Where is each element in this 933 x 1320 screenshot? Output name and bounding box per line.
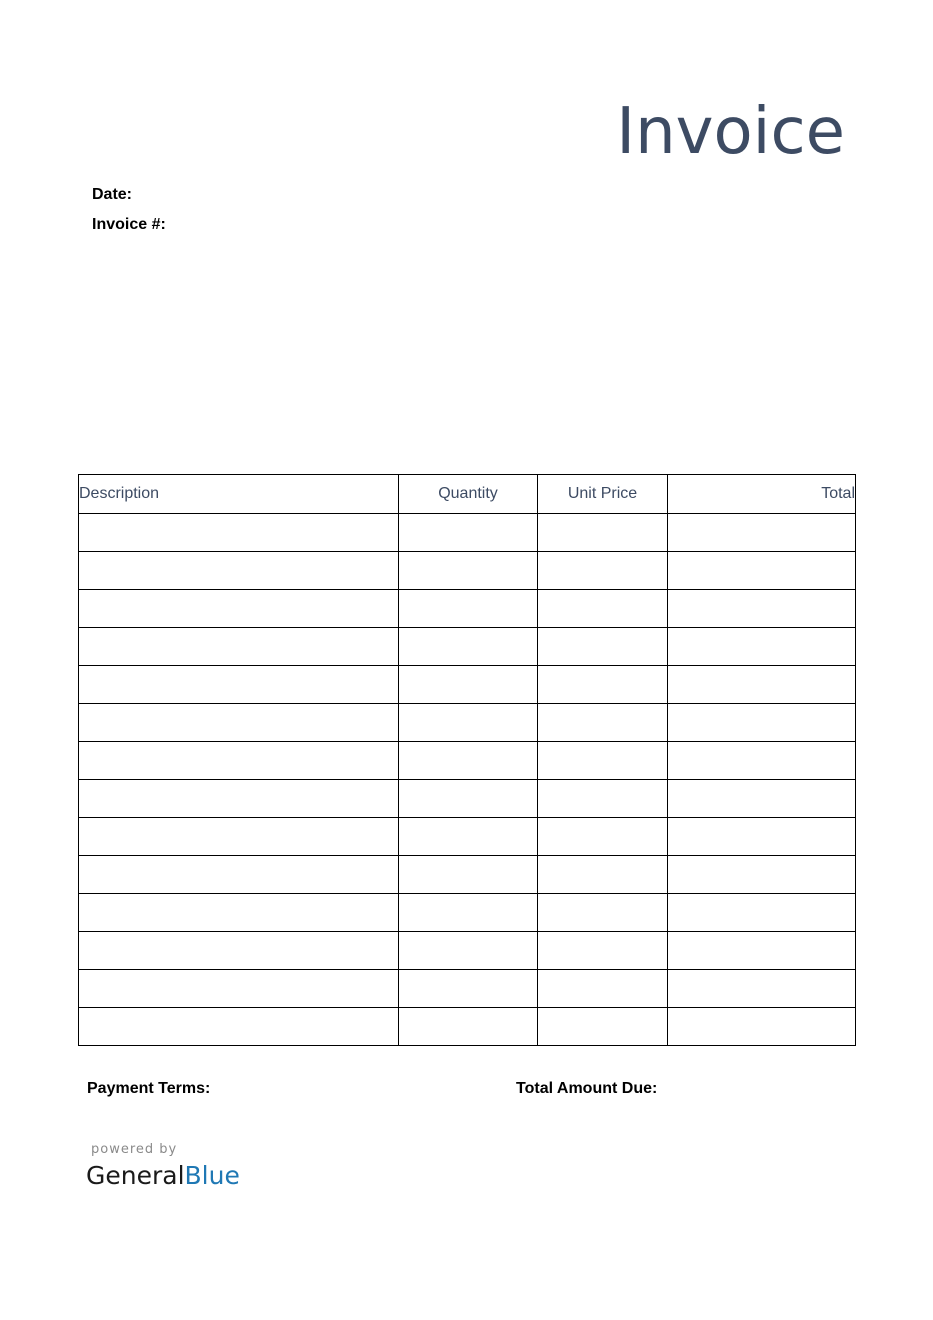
cell-description[interactable]	[79, 894, 399, 932]
payment-terms-label: Payment Terms:	[87, 1080, 211, 1097]
cell-description[interactable]	[79, 856, 399, 894]
table-row	[79, 590, 856, 628]
cell-total[interactable]	[668, 704, 856, 742]
cell-total[interactable]	[668, 742, 856, 780]
cell-total[interactable]	[668, 590, 856, 628]
table-row	[79, 780, 856, 818]
cell-unit-price[interactable]	[538, 780, 668, 818]
table-header-row	[79, 475, 856, 514]
table-row	[79, 552, 856, 590]
brand-general: General	[86, 1161, 185, 1190]
invoice-title: Invoice	[616, 95, 845, 169]
generalblue-logo	[86, 1160, 240, 1192]
cell-quantity[interactable]	[399, 970, 538, 1008]
cell-description[interactable]	[79, 590, 399, 628]
cell-quantity[interactable]	[399, 894, 538, 932]
powered-by-text: powered by	[91, 1142, 178, 1157]
cell-description[interactable]	[79, 742, 399, 780]
table-row	[79, 932, 856, 970]
cell-total[interactable]	[668, 780, 856, 818]
cell-unit-price[interactable]	[538, 666, 668, 704]
cell-quantity[interactable]	[399, 666, 538, 704]
cell-total[interactable]	[668, 894, 856, 932]
header-description: Description	[79, 475, 399, 514]
table-row	[79, 514, 856, 552]
cell-unit-price[interactable]	[538, 514, 668, 552]
header-quantity: Quantity	[399, 475, 538, 514]
cell-description[interactable]	[79, 628, 399, 666]
cell-unit-price[interactable]	[538, 1008, 668, 1046]
cell-total[interactable]	[668, 1008, 856, 1046]
cell-unit-price[interactable]	[538, 932, 668, 970]
cell-total[interactable]	[668, 514, 856, 552]
table-row	[79, 1008, 856, 1046]
cell-quantity[interactable]	[399, 1008, 538, 1046]
cell-total[interactable]	[668, 666, 856, 704]
cell-unit-price[interactable]	[538, 552, 668, 590]
cell-description[interactable]	[79, 780, 399, 818]
cell-unit-price[interactable]	[538, 818, 668, 856]
cell-unit-price[interactable]	[538, 704, 668, 742]
cell-description[interactable]	[79, 970, 399, 1008]
header-unit-price: Unit Price	[538, 475, 668, 514]
cell-unit-price[interactable]	[538, 628, 668, 666]
invoice-number-label: Invoice #:	[92, 216, 166, 233]
table-row	[79, 742, 856, 780]
table-body	[79, 514, 856, 1046]
header-total: Total	[668, 475, 856, 514]
table-row	[79, 704, 856, 742]
cell-quantity[interactable]	[399, 856, 538, 894]
table-row	[79, 818, 856, 856]
cell-description[interactable]	[79, 704, 399, 742]
cell-quantity[interactable]	[399, 552, 538, 590]
cell-quantity[interactable]	[399, 742, 538, 780]
cell-description[interactable]	[79, 514, 399, 552]
cell-quantity[interactable]	[399, 932, 538, 970]
table-row	[79, 666, 856, 704]
cell-unit-price[interactable]	[538, 590, 668, 628]
cell-description[interactable]	[79, 666, 399, 704]
cell-description[interactable]	[79, 1008, 399, 1046]
cell-total[interactable]	[668, 856, 856, 894]
total-amount-due-label: Total Amount Due:	[516, 1080, 658, 1097]
cell-unit-price[interactable]	[538, 856, 668, 894]
table-row	[79, 628, 856, 666]
cell-description[interactable]	[79, 818, 399, 856]
cell-description[interactable]	[79, 932, 399, 970]
cell-total[interactable]	[668, 628, 856, 666]
line-items-table	[78, 474, 856, 1046]
cell-total[interactable]	[668, 970, 856, 1008]
cell-quantity[interactable]	[399, 704, 538, 742]
cell-total[interactable]	[668, 818, 856, 856]
cell-quantity[interactable]	[399, 514, 538, 552]
cell-total[interactable]	[668, 552, 856, 590]
cell-quantity[interactable]	[399, 590, 538, 628]
table-row	[79, 894, 856, 932]
cell-total[interactable]	[668, 932, 856, 970]
cell-quantity[interactable]	[399, 780, 538, 818]
cell-description[interactable]	[79, 552, 399, 590]
date-label: Date:	[92, 186, 133, 203]
table-row	[79, 856, 856, 894]
cell-unit-price[interactable]	[538, 894, 668, 932]
table-row	[79, 970, 856, 1008]
cell-unit-price[interactable]	[538, 742, 668, 780]
cell-quantity[interactable]	[399, 628, 538, 666]
brand-blue: Blue	[184, 1161, 240, 1190]
cell-unit-price[interactable]	[538, 970, 668, 1008]
cell-quantity[interactable]	[399, 818, 538, 856]
